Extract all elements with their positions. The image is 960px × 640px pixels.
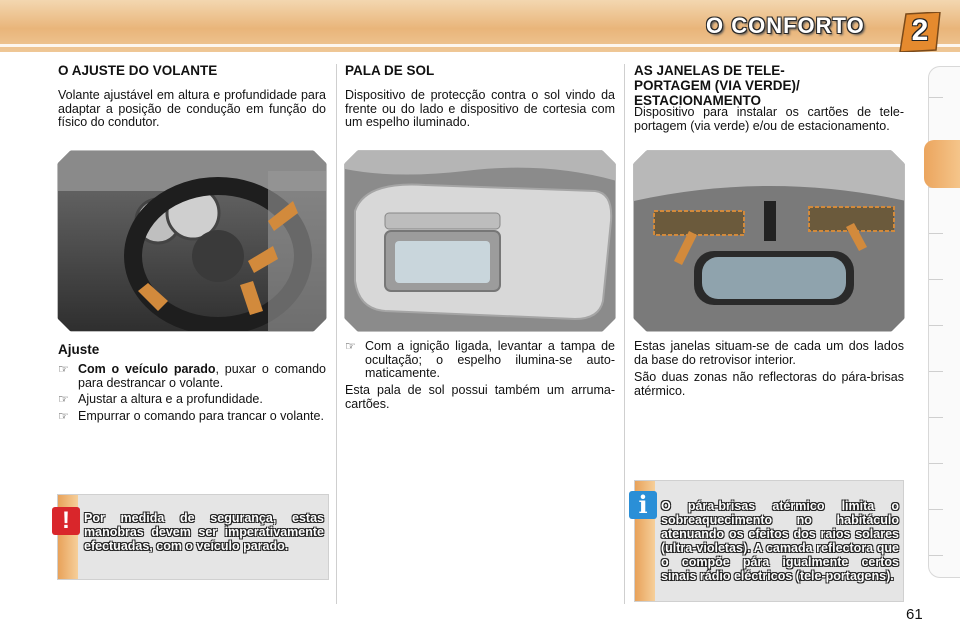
page-number: 61 [906, 606, 923, 623]
info-icon: i [629, 491, 657, 519]
column-divider [336, 64, 337, 604]
list-item: ☞ Com a ignição ligada, levantar a tampa de ocultação; o espelho ilumina-se auto-maticamente. [345, 339, 615, 380]
list-item: ☞ Ajustar a altura e a profundidade. [58, 392, 263, 406]
sun-visor-card-holder: Esta pala de sol possui também um arruma-cartões. [345, 383, 615, 411]
info-note [634, 480, 904, 602]
steering-wheel-illustration [57, 150, 327, 332]
info-text: O pára-brisas atérmico limita o sobreaquecimento no habitáculo atenuando os efeitos dos raios solares (ultra-violetas). A camada reflectora que o compõe pára igualmente certos sinais rádio eléctricos (tele-portagens). [661, 499, 899, 583]
adjust-subtitle: Ajuste [58, 342, 100, 357]
section-title-sun-visor: PALA DE SOL [345, 63, 435, 78]
sun-visor-illustration [344, 150, 616, 332]
sun-visor-intro: Dispositivo de protecção contra o sol vindo da frente ou do lado e dispositivo de cortesia com um espelho iluminado. [345, 88, 615, 129]
chapter-number: 2 [911, 14, 929, 47]
chapter-badge [898, 12, 942, 52]
column-divider [624, 64, 625, 604]
warning-icon: ! [52, 507, 80, 535]
chapter-tab-active[interactable] [924, 140, 960, 188]
warning-note [57, 494, 329, 580]
pointing-hand-icon: ☞ [58, 362, 69, 376]
warning-text: Por medida de segurança, estas manobras devem ser imperativamente efectuadas, com o veículo parado. [84, 511, 324, 553]
list-item: ☞ Com o veículo parado, puxar o comando para destrancar o volante. [58, 362, 326, 390]
steering-intro: Volante ajustável em altura e profundidade para adaptar a posição de condução em função do físico do condutor. [58, 88, 326, 129]
toll-windows-intro: Dispositivo para instalar os cartões de tele-portagem (via verde) e/ou de estacionamento. [634, 105, 904, 133]
rear-view-mirror-illustration [633, 150, 905, 332]
header-divider [0, 44, 960, 47]
section-title-steering: O AJUSTE DO VOLANTE [58, 63, 218, 78]
toll-windows-location: Estas janelas situam-se de cada um dos lados da base do retrovisor interior. [634, 339, 904, 367]
chapter-title: O CONFORTO [706, 13, 865, 38]
toll-windows-zones: São duas zonas não reflectoras do pára-brisas atérmico. [634, 370, 904, 398]
pointing-hand-icon: ☞ [58, 409, 69, 423]
list-item: ☞ Empurrar o comando para trancar o volante. [58, 409, 324, 423]
pointing-hand-icon: ☞ [345, 339, 356, 353]
pointing-hand-icon: ☞ [58, 392, 69, 406]
section-title-toll-windows: AS JANELAS DE TELE- PORTAGEM (VIA VERDE)/ ESTACIONAMENTO [634, 63, 800, 108]
